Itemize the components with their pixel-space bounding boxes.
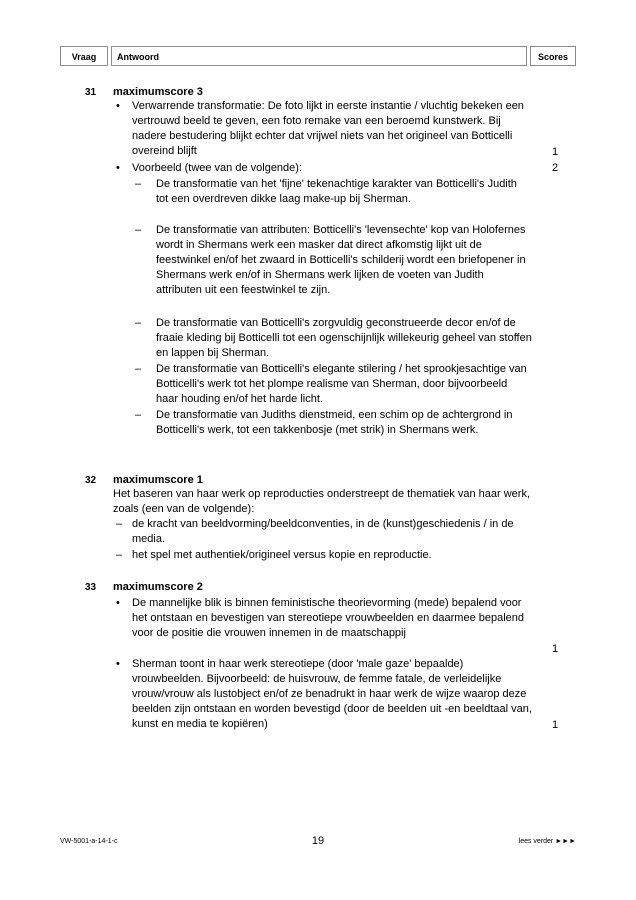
dash-icon: – bbox=[135, 409, 142, 421]
header-scores: Scores bbox=[530, 46, 576, 66]
bullet-icon: • bbox=[116, 597, 120, 609]
continue-note: lees verder ►►► bbox=[518, 838, 576, 845]
dash-icon: – bbox=[116, 549, 123, 561]
dash-icon: – bbox=[135, 178, 142, 190]
q31-dash-2: De transformatie van attributen: Botticelli's 'levensechte' kop van Holofernes wordt in Shermans werk een masker dat direct afkomstig lijkt uit de feestwinkel en/of het zwaard in Botticelli's schilderij wordt een briefopener in Shermans werk en/of in Shermans werk lijken de voeten van Judith attributen uit een feestwinkel te zijn. bbox=[156, 224, 526, 296]
exam-code: VW-5001-a-14-1-c bbox=[60, 838, 118, 845]
bullet-icon: • bbox=[116, 162, 120, 174]
header-antwoord: Antwoord bbox=[111, 46, 527, 66]
q33-bullet-1: De mannelijke blik is binnen feministische theorievorming (mede) bepalend voor het ontstaan en bevestigen van stereotiepe vrouwbeelden en daarmee bepalend voor de positie die vrouwen innemen in de maatschappij bbox=[132, 597, 525, 639]
bullet-icon: • bbox=[116, 658, 120, 670]
q31-bullet-2: Voorbeeld (twee van de volgende): bbox=[132, 162, 303, 174]
q32-intro: Het baseren van haar werk op reproducties onderstreept de thematiek van haar werk, zoals (een van de volgende): bbox=[113, 488, 531, 515]
dash-icon: – bbox=[135, 317, 142, 329]
q31-bullet-1: Verwarrende transformatie: De foto lijkt in eerste instantie / vluchtig bekeken een vertrouwd beeld te geven, een foto remake van een beroemd kunstwerk. Bij nadere bestudering blijkt echter dat vrijwel niets van het origineel van Botticelli overeind blijft bbox=[132, 100, 524, 157]
q33-bullet-2-score: 1 bbox=[551, 719, 559, 731]
q31-bullet-2-score: 2 bbox=[551, 162, 559, 174]
q31-dash-1: De transformatie van het 'fijne' tekenachtige karakter van Botticelli's Judith tot een overdreven dikke laag make-up bij Sherman. bbox=[156, 178, 517, 205]
q33-bullet-2: Sherman toont in haar werk stereotiepe (door 'male gaze' bepaalde) vrouwbeelden. Bijvoorbeeld: de huisvrouw, de femme fatale, de verleidelijke vrouw/vrouw als lustobject en/of ze benadrukt in haar werk de wijze waarop deze beelden zijn ontstaan en worden bevestigd (door de beelden uit -en beeldtaal van, kunst en media te kopiëren) bbox=[132, 658, 532, 730]
question-31-number: 31 bbox=[85, 87, 97, 98]
dash-icon: – bbox=[135, 363, 142, 375]
dash-icon: – bbox=[135, 224, 142, 236]
q31-dash-4: De transformatie van Botticelli's elegante stilering / het sprookjesachtige van Botticelli's werk tot het plompe realisme van Sherman, door bijvoorbeeld haar houding en/of het harde licht. bbox=[156, 363, 527, 405]
question-32-title: maximumscore 1 bbox=[113, 474, 203, 486]
question-33-title: maximumscore 2 bbox=[113, 581, 203, 593]
question-31-title: maximumscore 3 bbox=[113, 86, 203, 98]
question-32-number: 32 bbox=[85, 475, 97, 486]
question-33-number: 33 bbox=[85, 582, 97, 593]
q31-dash-3: De transformatie van Botticelli's zorgvuldig geconstrueerde decor en/of de fraaie kleding bij Botticelli tot een ogenschijnlijk willekeurig geheel van stoffen en lappen bij Sherman. bbox=[156, 317, 532, 359]
bullet-icon: • bbox=[116, 100, 120, 112]
header-vraag: Vraag bbox=[60, 46, 108, 66]
q31-dash-5: De transformatie van Judiths dienstmeid, een schim op de achtergrond in Botticelli's werk, tot een takkenbosje (met strik) in Shermans werk. bbox=[156, 409, 513, 436]
dash-icon: – bbox=[116, 518, 123, 530]
q33-bullet-1-score: 1 bbox=[551, 643, 559, 655]
page-number: 19 bbox=[311, 835, 325, 847]
q32-dash-2: het spel met authentiek/origineel versus kopie en reproductie. bbox=[132, 549, 432, 561]
q31-bullet-1-score: 1 bbox=[551, 146, 559, 158]
q32-dash-1: de kracht van beeldvorming/beeldconventies, in de (kunst)geschiedenis / in de media. bbox=[132, 518, 514, 545]
